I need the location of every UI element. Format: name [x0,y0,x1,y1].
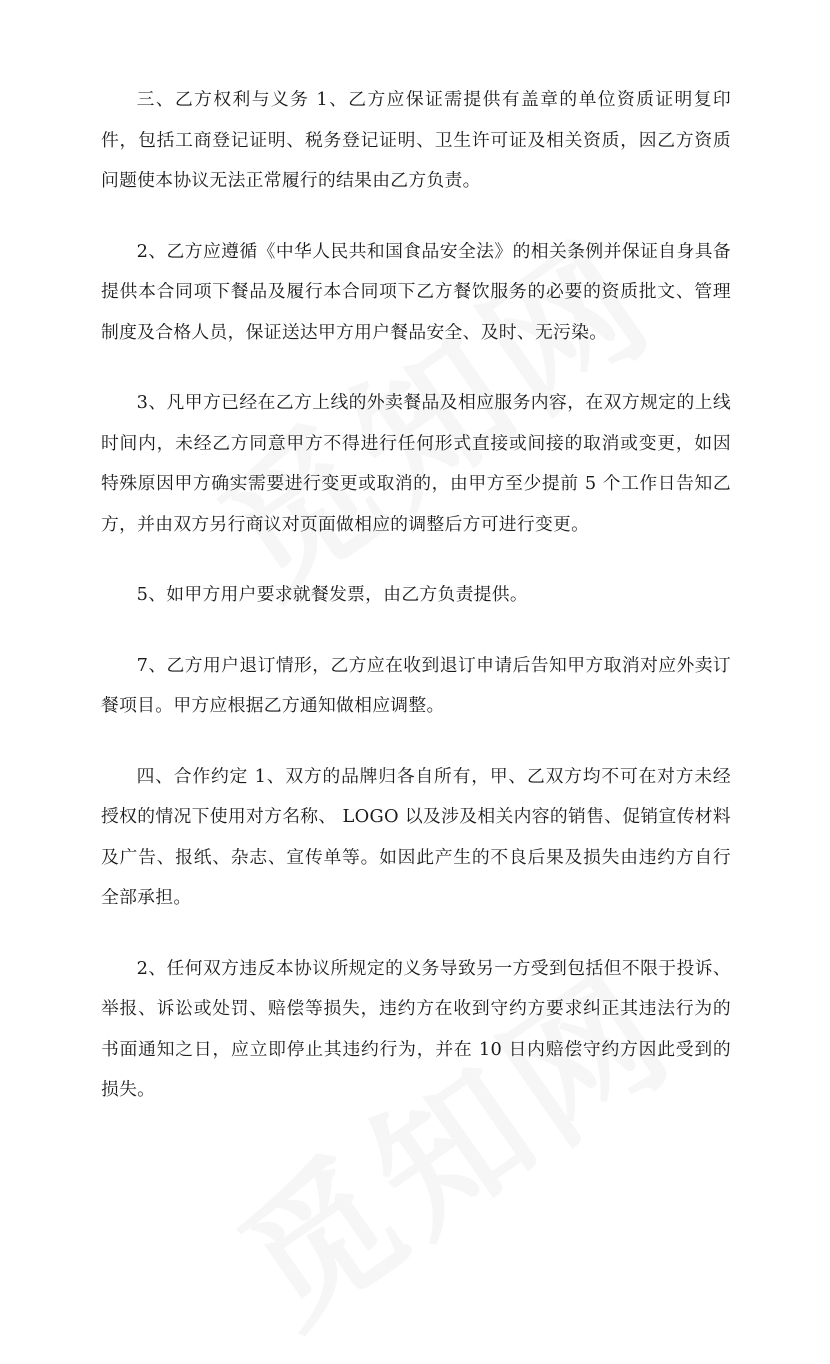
paragraph-party-b-rights: 三、乙方权利与义务 1、乙方应保证需提供有盖章的单位资质证明复印件，包括工商登记证明、税务登记证明、卫生许可证及相关资质，因乙方资质问题使本协议无法正常履行的结果由乙方负责。 [101,89,731,191]
paragraph-food-safety: 2、乙方应遵循《中华人民共和国食品安全法》的相关条例并保证自身具备提供本合同项下餐品及履行本合同项下乙方餐饮服务的必要的资质批文、管理制度及合格人员，保证送达甲方用户餐品安全、及时、无污染。 [101,240,731,343]
paragraph-change-cancel: 3、凡甲方已经在乙方上线的外卖餐品及相应服务内容，在双方规定的上线时间内，未经乙方同意甲方不得进行任何形式直接或间接的取消或变更，如因特殊原因甲方确实需要进行变更或取消的，由甲方至少提前 5 个工作日告知乙方，并由双方另行商议对页面做相应的调整后方可进行变更。 [101,392,731,535]
paragraph-cooperation: 四、合作约定 1、双方的品牌归各自所有，甲、乙双方均不可在对方未经授权的情况下使用对方名称、 LOGO 以及涉及相关内容的销售、促销宣传材料及广告、报纸、杂志、宣传单等。如因此产生的不良后果及损失由违约方自行全部承担。 [101,765,731,908]
paragraph-invoice: 5、如甲方用户要求就餐发票，由乙方负责提供。 [136,584,528,605]
document-body [101,80,731,1111]
paragraph-breach: 2、任何双方违反本协议所规定的义务导致另一方受到包括但不限于投诉、举报、诉讼或处罚、赔偿等损失，违约方在收到守约方要求纠正其违法行为的书面通知之日，应立即停止其违约行为，并在 10 日内赔偿守约方因此受到的损失。 [101,957,731,1100]
paragraph-unsubscribe: 7、乙方用户退订情形，乙方应在收到退订申请后告知甲方取消对应外卖订餐项目。甲方应根据乙方通知做相应调整。 [101,654,731,716]
